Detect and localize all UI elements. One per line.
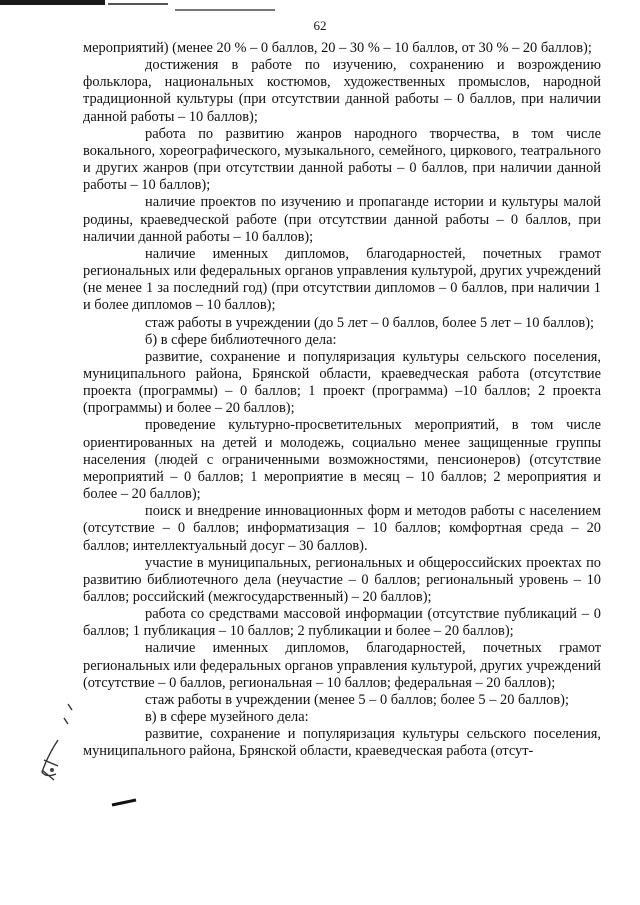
paragraph: работа по развитию жанров народного творчества, в том числе вокального, хореографического, музыкального, семейного, циркового, театрального и других жанров (при отсутствии данной работы – 0 баллов, при наличии данной работы – 10 баллов); (83, 125, 601, 194)
page-number: 62 (313, 18, 327, 33)
document-body (83, 40, 601, 761)
paragraph: стаж работы в учреждении (до 5 лет – 0 баллов, более 5 лет – 10 баллов); (145, 314, 595, 331)
scan-artifact-line (175, 9, 275, 11)
paragraph: мероприятий) (менее 20 % – 0 баллов, 20 – 30 % – 10 баллов, от 30 % – 20 баллов); (83, 40, 592, 56)
paragraph: наличие проектов по изучению и пропаганде истории и культуры малой родины, краеведческой работе (при отсутствии данной работы – 0 баллов, при наличии данной работы – 10 баллов); (83, 194, 601, 245)
paragraph: достижения в работе по изучению, сохранению и возрождению фольклора, национальных костюмов, художественных промыслов, народной традиционной культуры (при отсутствии данной работы – 0 баллов, при наличии данной работы – 10 баллов); (83, 57, 601, 125)
paragraph: развитие, сохранение и популяризация культуры сельского поселения, муниципального района, Брянской области, краеведческая работа (отсут- (83, 726, 601, 760)
paragraph: проведение культурно-просветительных мероприятий, в том числе ориентированных на детей и молодежь, социально менее защищенные группы населения (людей с ограниченными возможностями, пенсионеров) (отсутствие мероприятий – 0 баллов; 1 мероприятие в месяц – 10 баллов; 2 мероприятия и более – 20 баллов); (83, 417, 601, 503)
paragraph: наличие именных дипломов, благодарностей, почетных грамот региональных или федеральных органов управления культурой, других учреждений (отсутствие – 0 баллов, региональная – 10 баллов; федеральная – 20 баллов); (83, 640, 601, 691)
scan-artifact-bar (0, 0, 105, 5)
paragraph: участие в муниципальных, региональных и общероссийских проектах по развитию библиотечного дела (неучастие – 0 баллов; региональный уровень – 10 баллов; российский (межгосударственный) – 20 баллов); (83, 554, 601, 605)
margin-scribble (38, 700, 78, 785)
paragraph: поиск и внедрение инновационных форм и методов работы с населением (отсутствие – 0 баллов; информатизация – 10 баллов; комфортная среда – 20 баллов; интеллектуальный досуг – 30 баллов). (83, 503, 601, 554)
section-heading: б) в сфере библиотечного дела: (145, 331, 337, 348)
paragraph: развитие, сохранение и популяризация культуры сельского поселения, муниципального района, Брянской области, краеведческая работа (отсутствие проекта (программы) – 0 баллов; 1 проект (программа) –10 баллов; 2 проекта (программы) и более – 20 баллов); (83, 348, 601, 417)
scan-artifact-line (108, 3, 168, 5)
section-heading: в) в сфере музейного дела: (145, 709, 309, 726)
paragraph: стаж работы в учреждении (менее 5 – 0 баллов; более 5 – 20 баллов); (145, 691, 569, 708)
paragraph: работа со средствами массовой информации (отсутствие публикаций – 0 баллов; 1 публикация – 10 баллов; 2 публикации и более – 20 баллов); (83, 606, 601, 640)
paragraph: наличие именных дипломов, благодарностей, почетных грамот региональных или федеральных органов управления культурой, других учреждений (не менее 1 за последний год) (при отсутствии дипломов – 0 баллов, при наличии 1 и более дипломов – 10 баллов); (83, 245, 601, 314)
margin-pen-mark (110, 797, 140, 809)
